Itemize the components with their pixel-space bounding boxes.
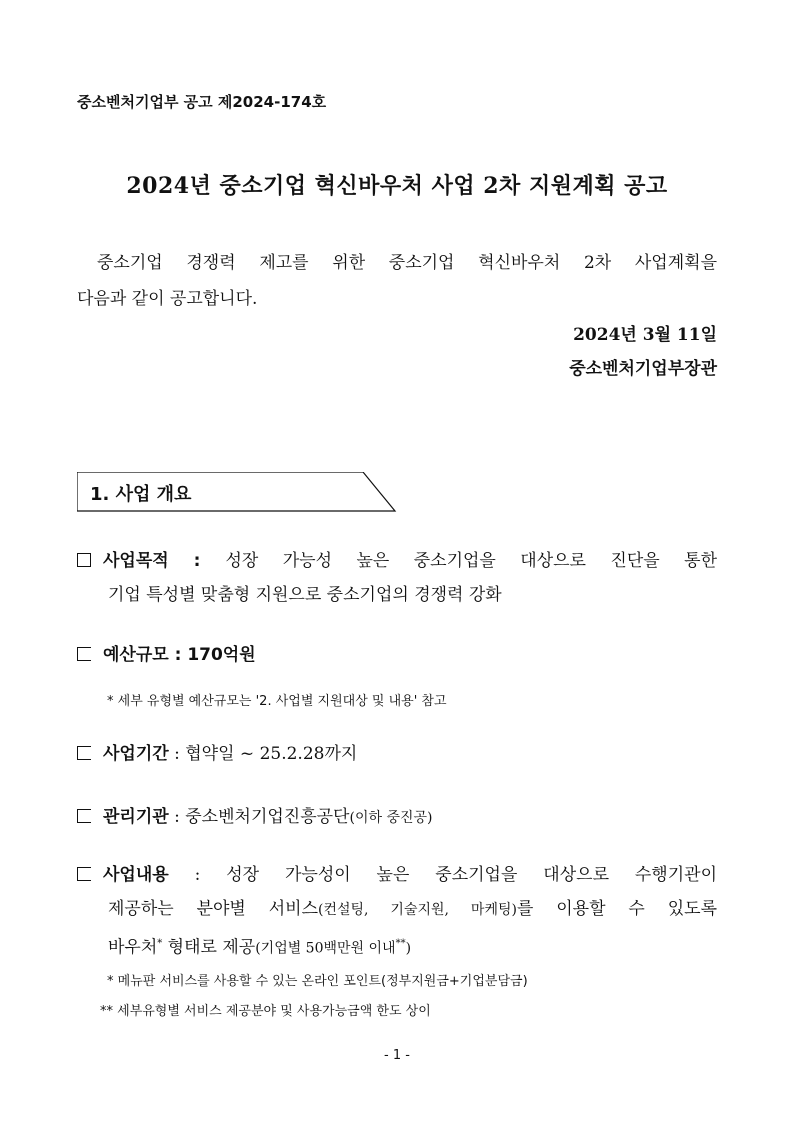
item-purpose-sep: : bbox=[168, 551, 226, 571]
item-period bbox=[77, 737, 717, 771]
item-budget-label: 예산규모 : 170억원 bbox=[103, 645, 256, 665]
item-content-line-1: 성장 가능성이 높은 중소기업을 대상으로 수행기관이 bbox=[226, 865, 717, 885]
item-purpose-line-1: 성장 가능성 높은 중소기업을 대상으로 진단을 통한 bbox=[225, 551, 717, 571]
item-content-sep: : bbox=[168, 865, 227, 885]
item-content-line-2a: 제공하는 분야별 서비스 bbox=[108, 899, 319, 919]
issuer-name: 중소벤처기업부장관 bbox=[569, 359, 717, 379]
item-period-sep: : bbox=[168, 744, 186, 764]
item-purpose bbox=[77, 544, 717, 612]
item-content-line-3d: ) bbox=[405, 940, 412, 957]
item-content bbox=[77, 858, 717, 966]
item-period-value: 협약일 ~ 25.2.28까지 bbox=[185, 744, 358, 764]
item-agency-value: 중소벤처기업진흥공단 bbox=[185, 807, 350, 827]
notice-number: 중소벤처기업부 공고 제2024-174호 bbox=[77, 93, 327, 111]
item-content-note-1: * 메뉴판 서비스를 사용할 수 있는 온라인 포인트(정부지원금+기업분담금) bbox=[107, 974, 528, 989]
item-content-line-2b: (컨설팅, 기술지원, 마케팅) bbox=[318, 902, 517, 918]
checkbox-square-icon bbox=[77, 553, 91, 567]
item-content-note-2: ** 세부유형별 서비스 제공분야 및 사용가능금액 한도 상이 bbox=[100, 1004, 431, 1019]
checkbox-square-icon bbox=[77, 867, 91, 881]
document-title: 2024년 중소기업 혁신바우처 사업 2차 지원계획 공고 bbox=[126, 173, 668, 199]
item-agency-sep: : bbox=[168, 807, 186, 827]
item-content-line-2c: 를 이용할 수 있도록 bbox=[516, 899, 718, 919]
item-purpose-label: 사업목적 bbox=[103, 551, 169, 571]
item-content-label: 사업내용 bbox=[103, 865, 169, 885]
intro-line-2: 다음과 같이 공고합니다. bbox=[77, 289, 258, 309]
item-period-label: 사업기간 bbox=[103, 744, 169, 764]
item-content-line-3a: 바우처 bbox=[108, 937, 158, 958]
intro-paragraph bbox=[77, 245, 717, 317]
item-agency-suffix: (이하 중진공) bbox=[349, 810, 433, 826]
checkbox-square-icon bbox=[77, 746, 91, 760]
section-heading-box bbox=[77, 472, 397, 512]
notice-date: 2024년 3월 11일 bbox=[573, 325, 717, 345]
intro-line-1: 중소기업 경쟁력 제고를 위한 중소기업 혁신바우처 2차 사업계획을 bbox=[97, 253, 717, 273]
item-agency bbox=[77, 800, 717, 835]
item-content-line-3c: (기업별 50백만원 이내 bbox=[255, 940, 396, 957]
item-content-line-3b: 형태로 제공 bbox=[162, 937, 256, 958]
checkbox-square-icon bbox=[77, 647, 91, 661]
checkbox-square-icon bbox=[77, 809, 91, 823]
page-number: - 1 - bbox=[384, 1048, 410, 1063]
item-budget bbox=[77, 638, 717, 672]
item-budget-note: * 세부 유형별 예산규모는 '2. 사업별 지원대상 및 내용' 참고 bbox=[107, 694, 447, 709]
section-heading-text: 1. 사업 개요 bbox=[90, 484, 192, 505]
item-purpose-line-2: 기업 특성별 맞춤형 지원으로 중소기업의 경쟁력 강화 bbox=[108, 585, 502, 605]
item-content-sup-2: ** bbox=[395, 938, 406, 949]
item-content-sup-1: * bbox=[157, 938, 163, 949]
item-agency-label: 관리기관 bbox=[103, 807, 169, 827]
